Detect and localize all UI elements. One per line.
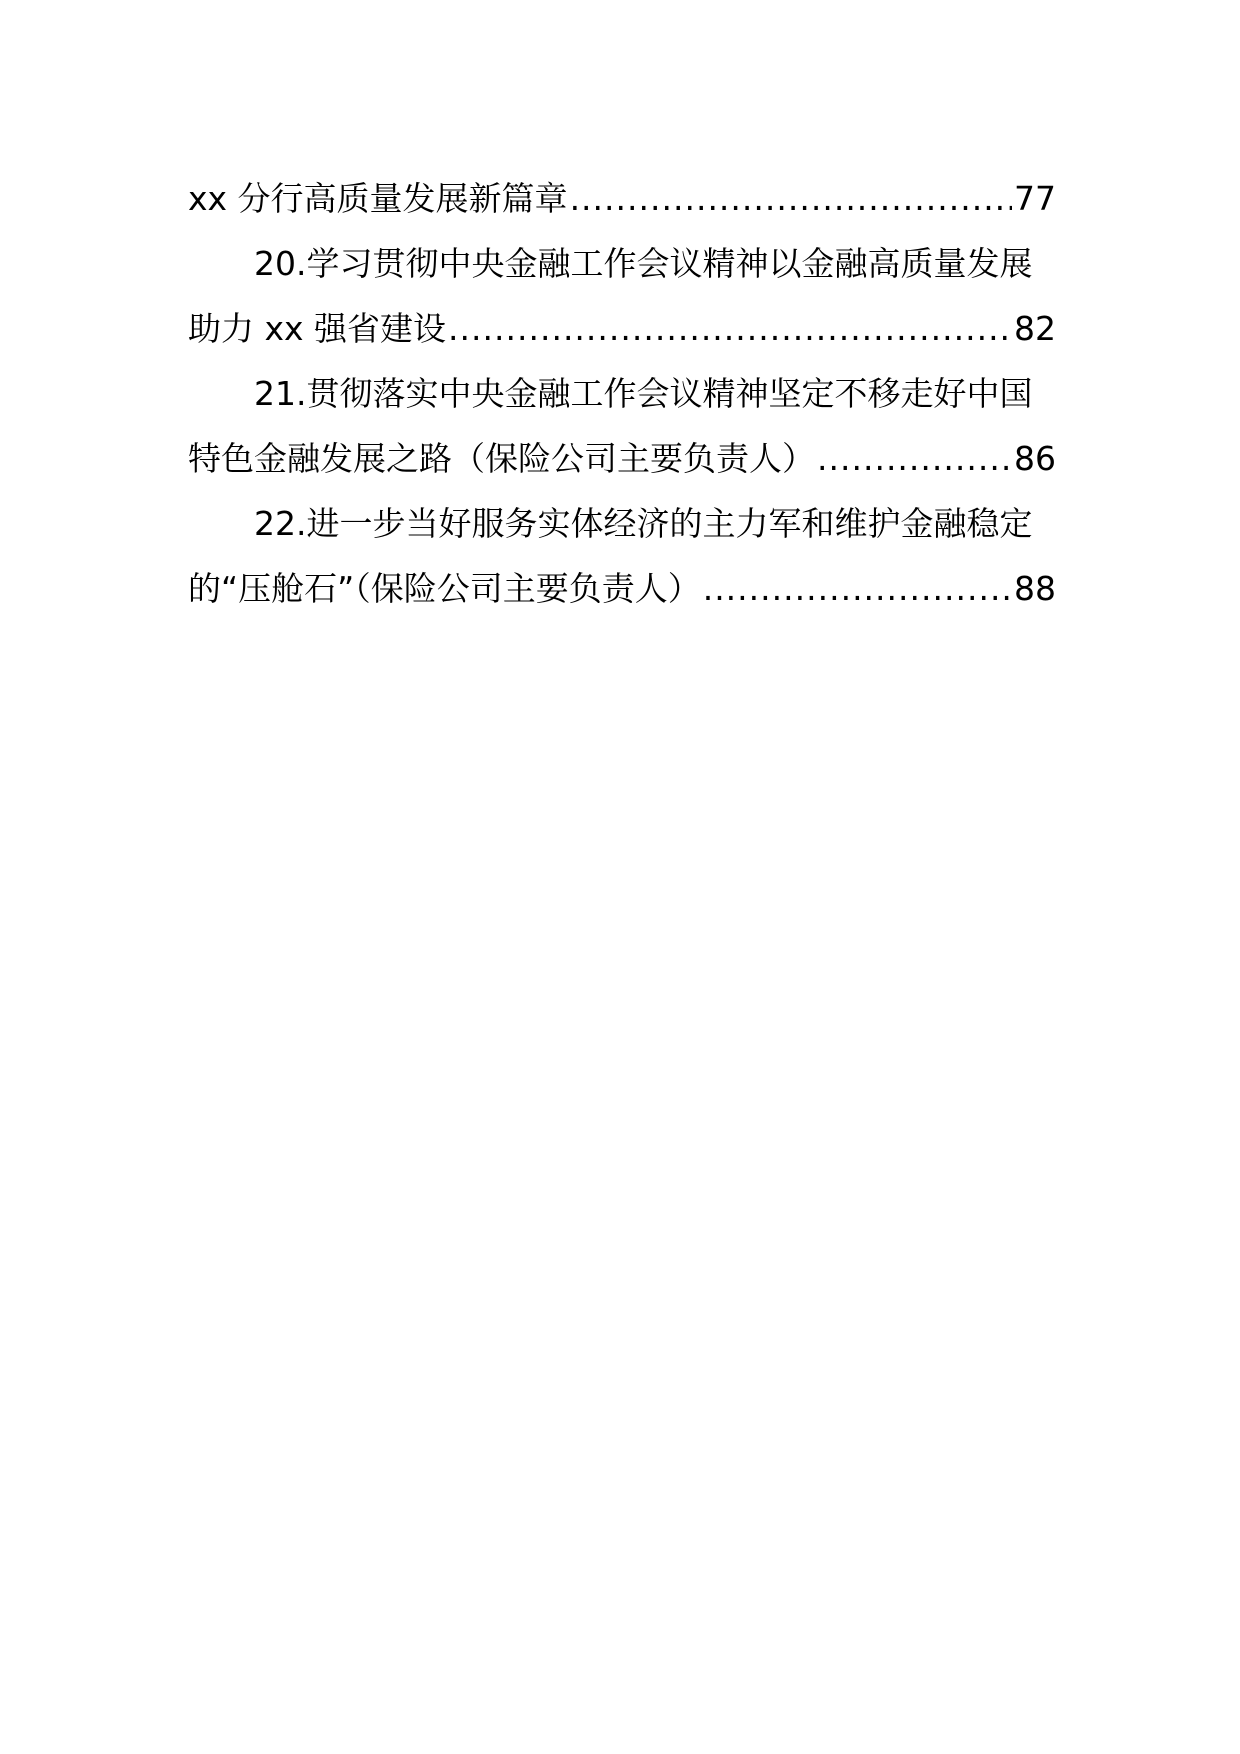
toc-page-number: 82 [1014, 309, 1056, 348]
dot-leader [817, 426, 1012, 491]
toc-entry-heading[interactable]: 22.进一步当好服务实体经济的主力军和维护金融稳定 [254, 504, 1033, 543]
toc-page-number: 88 [1014, 569, 1056, 608]
toc-entry-line[interactable] [188, 426, 1056, 491]
toc-entry-heading[interactable]: 21.贯彻落实中央金融工作会议精神坚定不移走好中国 [254, 374, 1033, 413]
toc-entry-line[interactable] [188, 166, 1056, 231]
dot-leader [570, 166, 1012, 231]
dot-leader [448, 296, 1012, 361]
toc-entry-title: xx 分行高质量发展新篇章 [188, 179, 568, 218]
toc-entry-line[interactable] [188, 556, 1056, 621]
toc-entry-line[interactable] [188, 296, 1056, 361]
toc-page-number: 77 [1014, 179, 1056, 218]
toc-page-number: 86 [1014, 439, 1056, 478]
toc-entry-heading[interactable]: 20.学习贯彻中央金融工作会议精神以金融高质量发展 [254, 244, 1033, 283]
dot-leader [703, 556, 1012, 621]
toc-entry-title: 助力 xx 强省建设 [188, 309, 447, 348]
toc-entry-title: 特色金融发展之路（保险公司主要负责人） [188, 439, 815, 478]
table-of-contents [188, 166, 1056, 621]
toc-entry-title: 的“压舱石”（保险公司主要负责人） [188, 569, 701, 608]
